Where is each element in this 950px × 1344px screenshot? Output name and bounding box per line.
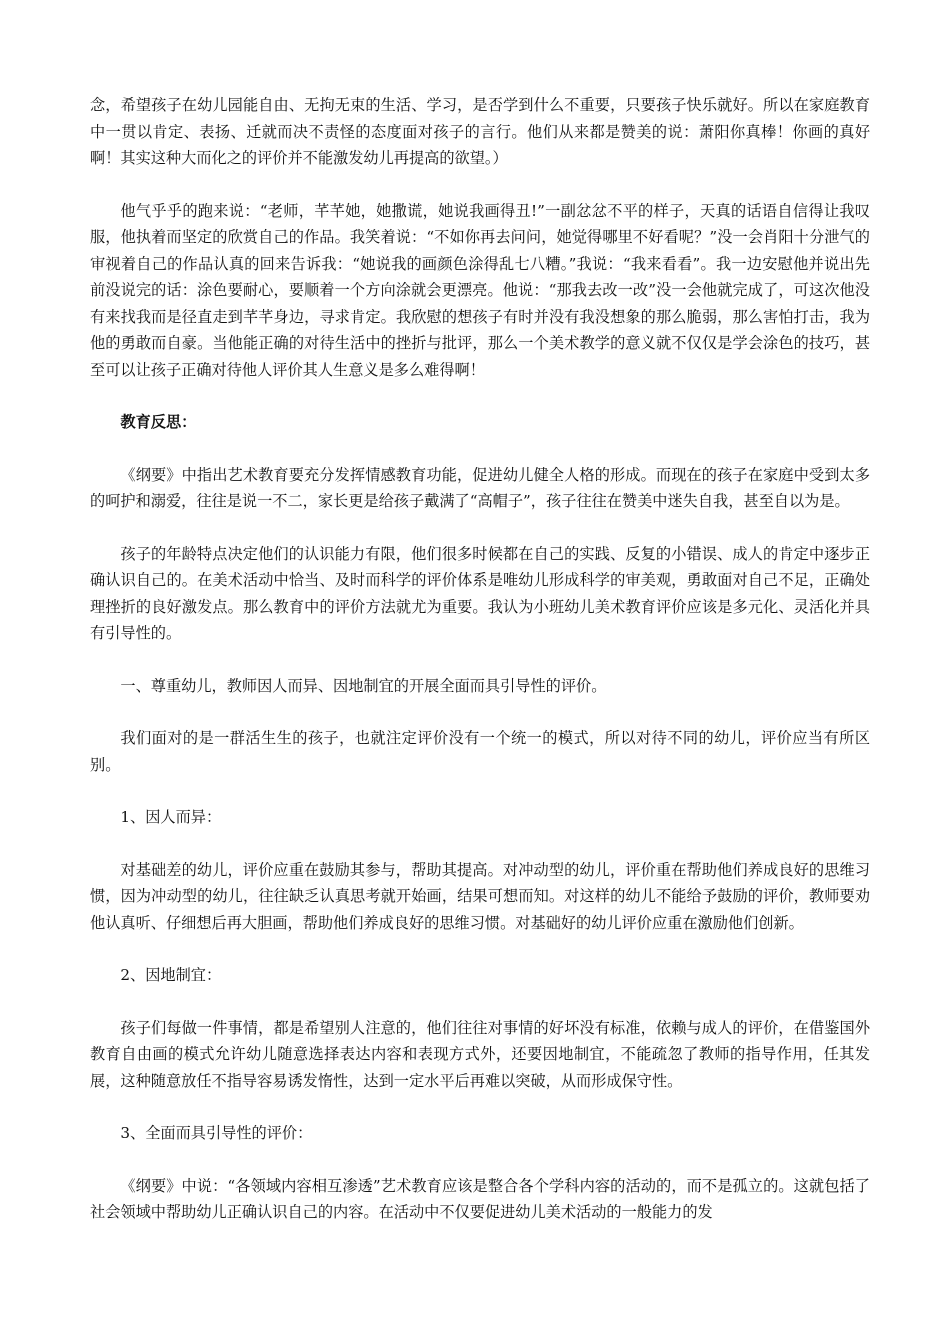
point-one-heading: 一、尊重幼儿，教师因人而异、因地制宜的开展全面而具引导性的评价。	[120, 676, 607, 695]
paragraph-individual-evaluation: 对基础差的幼儿，评价应重在鼓励其参与，帮助其提高。对冲动型的幼儿，评价重在帮助他们养成良好的思维习惯，因为冲动型的幼儿，往往缺乏认真思考就开始画，结果可想而知。对这样的幼儿不能给予鼓励的评价，教师要劝他认真听、仔细想后再大胆画，帮助他们养成良好的思维习惯。对基础好的幼儿评价应重在激励他们创新。	[90, 860, 870, 932]
paragraph-parents-attitude: 念，希望孩子在幼儿园能自由、无拘无束的生活、学习，是否学到什么不重要，只要孩子快乐就好。所以在家庭教育中一贯以肯定、表扬、迁就而决不责怪的态度面对孩子的言行。他们从来都是赞美的说：萧阳你真棒！你画的真好啊！其实这种大而化之的评价并不能激发幼儿再提高的欲望。）	[90, 96, 870, 167]
section-heading-reflection: 教育反思：	[120, 413, 197, 431]
document-page	[90, 92, 870, 1252]
paragraph-story-xiaoyang: 他气乎乎的跑来说：“老师，芊芊她，她撒谎，她说我画得丑!”一副忿忿不平的样子，天真的话语自信得让我叹服，他执着而坚定的欣赏自己的作品。我笑着说：“不如你再去问问，她觉得哪里不好看呢？”没一会肖阳十分泄气的审视着自己的作品认真的回来告诉我：“她说我的画颜色涂得乱七八糟。”我说：“我来看看”。我一边安慰他并说出先前没说完的话：涂色要耐心，要顺着一个方向涂就会更漂亮。他说：“那我去改一改”没一会他就完成了，可这次他没有来找我而是径直走到芊芊身边，寻求肯定。我欣慰的想孩子有时并没有我没想象的那么脆弱，那么害怕打击，我为他的勇敢而自豪。当他能正确的对待生活中的挫折与批评，那么一个美术教学的意义就不仅仅是学会涂色的技巧，甚至可以让孩子正确对待他人评价其人生意义是多么难得啊！	[90, 201, 870, 379]
paragraph-different-children: 我们面对的是一群活生生的孩子，也就注定评价没有一个统一的模式，所以对待不同的幼儿，评价应当有所区别。	[90, 729, 870, 774]
subpoint-3-heading: 3、全面而具引导性的评价：	[120, 1124, 313, 1142]
paragraph-adapt-to-context: 孩子们每做一件事情，都是希望别人注意的，他们往往对事情的好坏没有标准，依赖与成人的评价，在借鉴国外教育自由画的模式允许幼儿随意选择表达内容和表现方式外，还要因地制宜，不能疏忽了教师的指导作用，任其发展，这种随意放任不指导容易诱发惰性，达到一定水平后再难以突破，从而形成保守性。	[90, 1018, 870, 1090]
subpoint-1-heading: 1、因人而异：	[120, 808, 222, 826]
subpoint-2-heading: 2、因地制宜：	[120, 966, 222, 984]
paragraph-age-characteristics: 孩子的年龄特点决定他们的认识能力有限，他们很多时候都在自己的实践、反复的小错误、成人的肯定中逐步正确认识自己的。在美术活动中恰当、及时而科学的评价体系是唯幼儿形成科学的审美观，勇敢面对自己不足，正确处理挫折的良好激发点。那么教育中的评价方法就尤为重要。我认为小班幼儿美术教育评价应该是多元化、灵活化并具有引导性的。	[90, 544, 870, 642]
paragraph-integrated-evaluation: 《纲要》中说：“各领域内容相互渗透”艺术教育应该是整合各个学科内容的活动的，而不是孤立的。这就包括了社会领域中帮助幼儿正确认识自己的内容。在活动中不仅要促进幼儿美术活动的一般能力的发	[90, 1176, 870, 1221]
paragraph-outline-emotion: 《纲要》中指出艺术教育要充分发挥情感教育功能，促进幼儿健全人格的形成。而现在的孩子在家庭中受到太多的呵护和溺爱，往往是说一不二，家长更是给孩子戴满了“高帽子”，孩子往往在赞美中迷失自我，甚至自以为是。	[90, 465, 870, 510]
